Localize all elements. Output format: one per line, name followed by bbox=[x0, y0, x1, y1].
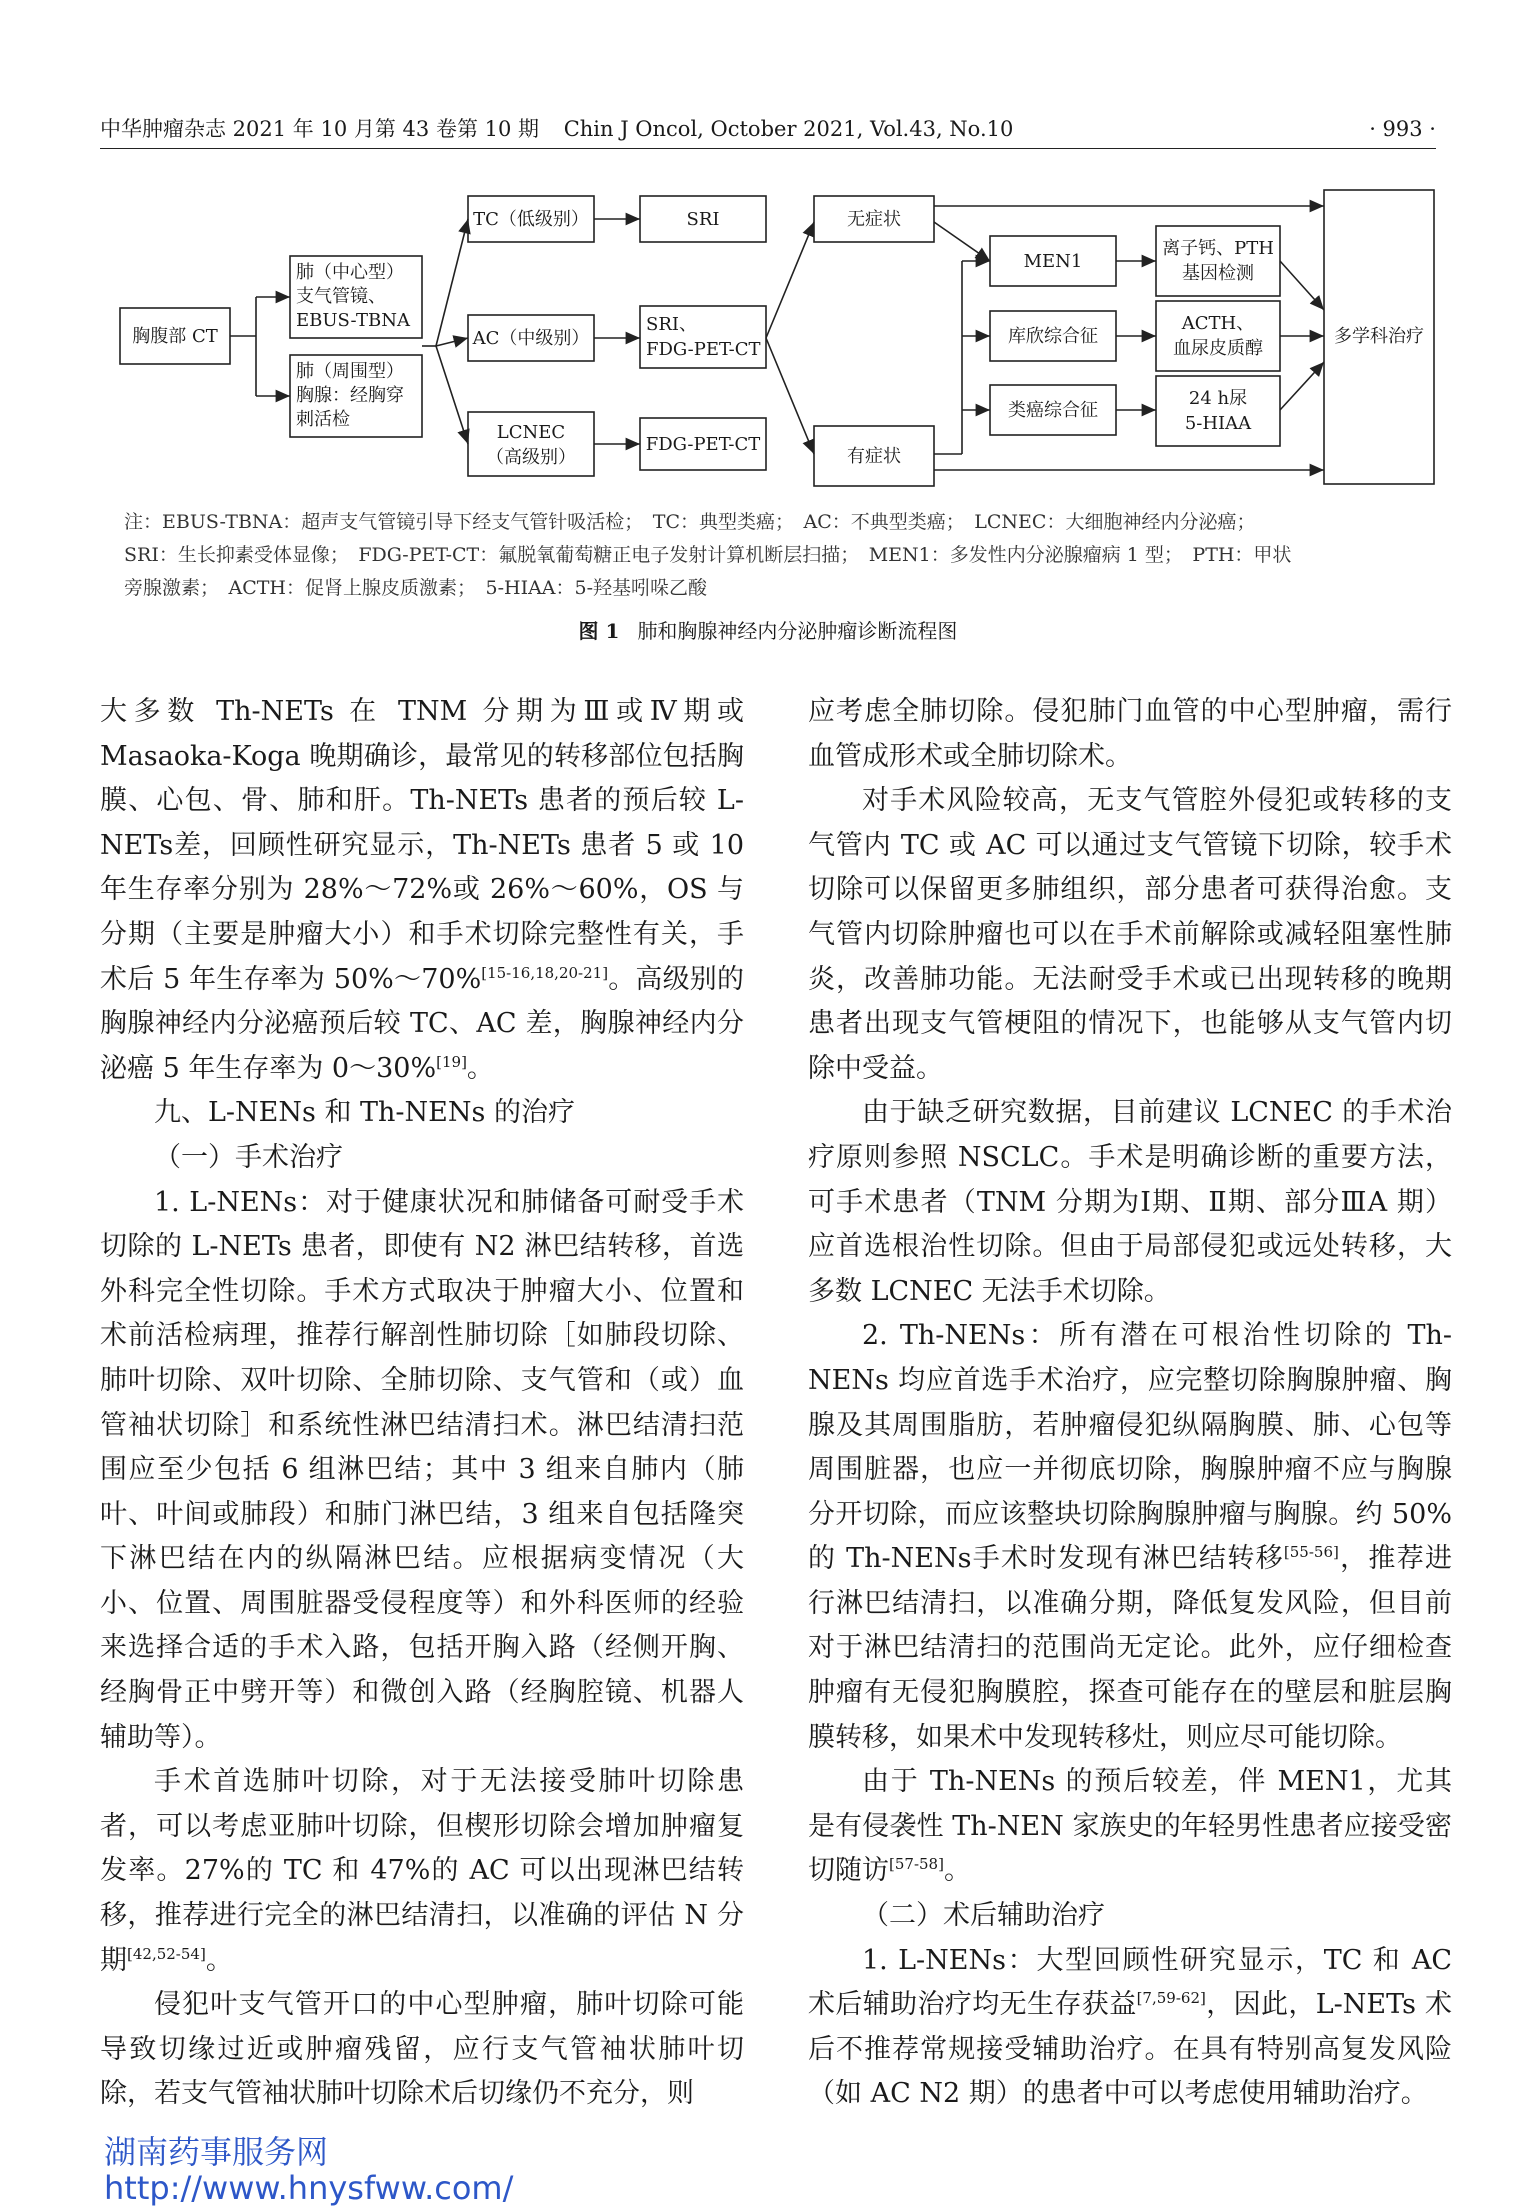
paragraph: 1. L-NENs：对于健康状况和肺储备可耐受手术切除的 L-NETs 患者，即使有 N2 淋巴结转移，首选外科完全性切除。手术方式取决于肿瘤大小、位置和术前活检病理，推荐行解剖性肺切除［如肺段切除、肺叶切除、双叶切除、全肺切除、支气管和（或）血管袖状切除］和系统性淋巴结清扫术。淋巴结清扫范围应至少包括 6 组淋巴结；其中 3 组来自肺内（肺叶、叶间或肺段）和肺门淋巴结，3 组来自包括隆突下淋巴结在内的纵隔淋巴结。应根据病变情况（大小、位置、周围脏器受侵程度等）和外科医师的经验来选择合适的手术入路，包括开胸入路（经侧开胸、经胸骨正中劈开等）和微创入路（经胸腔镜、机器人辅助等）。 bbox=[100, 1186, 744, 1753]
arrow bbox=[436, 219, 468, 346]
label-sri: SRI bbox=[686, 209, 720, 230]
citation: [55-56] bbox=[1283, 1543, 1339, 1562]
paragraph: 1. L-NENs：大型回顾性研究显示，TC 和 AC 术后辅助治疗均无生存获益[7,59-62]，因此，L-NETs 术后不推荐常规接受辅助治疗。在具有特别高复发风险（如 AC N2 期）的患者中可以考虑使用辅助治疗。 bbox=[808, 1944, 1453, 2110]
label-calcium-pth-2: 基因检测 bbox=[1182, 263, 1254, 284]
label-urine-5hiaa-1: 24 h尿 bbox=[1188, 388, 1248, 409]
watermark-name: 湖南药事服务网 bbox=[104, 2133, 329, 2171]
label-lung-central-1: 肺（中心型） bbox=[296, 262, 404, 283]
citation: [7,59-62] bbox=[1136, 1989, 1206, 2008]
label-carcinoid: 类癌综合征 bbox=[1008, 400, 1098, 421]
journal-info bbox=[100, 114, 1031, 144]
paragraph: 由于 Th-NENs 的预后较差，伴 MEN1，尤其是有侵袭性 Th-NEN 家族史的年轻男性患者应接受密切随访[57-58]。 bbox=[808, 1766, 1452, 1887]
subsection-heading: （二）术后辅助治疗 bbox=[862, 1900, 1105, 1932]
label-urine-5hiaa-2: 5-HIAA bbox=[1184, 413, 1252, 434]
watermark bbox=[104, 2134, 513, 2206]
arrow bbox=[436, 338, 468, 346]
left-column bbox=[100, 690, 744, 2117]
arrow bbox=[766, 338, 814, 454]
citation: [42,52-54] bbox=[127, 1944, 206, 1963]
page-number: · 993 · bbox=[1369, 117, 1436, 141]
paragraph: 侵犯叶支气管开口的中心型肿瘤，肺叶切除可能导致切缘过近或肿瘤残留，应行支气管袖状肺叶切除，若支气管袖状肺叶切除术后切缘仍不充分，则 bbox=[100, 1989, 744, 2110]
label-cushing: 库欣综合征 bbox=[1008, 326, 1098, 347]
label-fdg-pet: FDG-PET-CT bbox=[645, 434, 761, 455]
arrow bbox=[436, 346, 468, 444]
journal-name-en: Chin J Oncol, October 2021, Vol.43, No.10 bbox=[563, 117, 1014, 141]
label-asymptomatic: 无症状 bbox=[847, 209, 901, 230]
label-acth-2: 血尿皮质醇 bbox=[1173, 338, 1263, 359]
label-lung-peripheral-1: 肺（周围型） bbox=[296, 361, 404, 382]
label-calcium-pth-1: 离子钙、PTH bbox=[1162, 238, 1274, 259]
label-lung-peripheral-2: 胸腺：经胸穿 bbox=[296, 385, 404, 406]
figure-note-line: SRI：生长抑素受体显像； FDG-PET-CT：氟脱氧葡萄糖正电子发射计算机断层扫描； MEN1：多发性内分泌腺瘤病 1 型； PTH：甲状 bbox=[124, 544, 1292, 566]
paragraph: 手术首选肺叶切除，对于无法接受肺叶切除患者，可以考虑亚肺叶切除，但楔形切除会增加肿瘤复发率。27%的 TC 和 47%的 AC 可以出现淋巴结转移，推荐进行完全的淋巴结清扫，以准确的评估 N 分期[42,52-54]。 bbox=[100, 1766, 744, 1976]
label-symptomatic: 有症状 bbox=[847, 446, 901, 467]
label-lcnec-1: LCNEC bbox=[496, 422, 566, 443]
label-mdt: 多学科治疗 bbox=[1334, 326, 1424, 347]
subsection-heading: （一）手术治疗 bbox=[154, 1141, 343, 1173]
box-urine-5hiaa bbox=[1156, 376, 1280, 446]
arrow bbox=[1280, 362, 1324, 410]
box-acth bbox=[1156, 301, 1280, 371]
section-heading: 九、L-NENs 和 Th-NENs 的治疗 bbox=[154, 1097, 575, 1129]
label-ac: AC（中级别） bbox=[472, 328, 590, 349]
figure-caption-text: 肺和胸腺神经内分泌肿瘤诊断流程图 bbox=[637, 619, 958, 643]
label-lung-central-3: EBUS-TBNA bbox=[296, 310, 410, 331]
paragraph: 大多数 Th-NETs 在 TNM 分期为Ⅲ或Ⅳ期或 Masaoka-Koga 晚期确诊，最常见的转移部位包括胸膜、心包、骨、肺和肝。Th-NETs 患者的预后较 L-NETs差，回顾性研究显示，Th-NETs 患者 5 或 10 年生存率分别为 28%～72%或 26%～60%，OS 与分期（主要是肿瘤大小）和手术切除完整性有关，手术后 5 年生存率为 50%～70%[15-16,18,20-21]。高级别的胸腺神经内分泌癌预后较 TC、AC 差，胸腺神经内分泌癌 5 年生存率为 0～30%[19]。 bbox=[100, 696, 744, 1084]
label-lung-central-2: 支气管镜、 bbox=[296, 286, 386, 307]
figure-notes bbox=[124, 506, 1414, 605]
label-sri-pet-1: SRI、 bbox=[646, 314, 697, 335]
label-lcnec-2: （高级别） bbox=[486, 447, 576, 468]
figure-note-line: 注：EBUS-TBNA：超声支气管镜引导下经支气管针吸活检； TC：典型类癌； AC：不典型类癌； LCNEC：大细胞神经内分泌癌； bbox=[124, 511, 1256, 533]
arrow bbox=[934, 222, 990, 261]
paragraph: 由于缺乏研究数据，目前建议 LCNEC 的手术治疗原则参照 NSCLC。手术是明确诊断的重要方法，可手术患者（TNM 分期为Ⅰ期、Ⅱ期、部分ⅢA 期）应首选根治性切除。但由于局部侵犯或远处转移，大多数 LCNEC 无法手术切除。 bbox=[808, 1097, 1452, 1307]
diagnosis-flowchart bbox=[100, 180, 1436, 510]
citation: [57-58] bbox=[889, 1855, 944, 1874]
paragraph: 对手术风险较高，无支气管腔外侵犯或转移的支气管内 TC 或 AC 可以通过支气管镜下切除，较手术切除可以保留更多肺组织，部分患者可获得治愈。支气管内切除肿瘤也可以在手术前解除或减轻阻塞性肺炎，改善肺功能。无法耐受手术或已出现转移的晚期患者出现支气管梗阻的情况下，也能够从支气管内切除中受益。 bbox=[808, 785, 1452, 1084]
figure-note-line: 旁腺激素； ACTH：促肾上腺皮质激素； 5-HIAA：5-羟基吲哚乙酸 bbox=[124, 577, 708, 599]
label-tc: TC（低级别） bbox=[473, 209, 589, 230]
paragraph: 应考虑全肺切除。侵犯肺门血管的中心型肿瘤，需行血管成形术或全肺切除术。 bbox=[808, 696, 1452, 772]
running-header bbox=[100, 112, 1436, 149]
arrow bbox=[766, 222, 814, 338]
citation: [19] bbox=[436, 1052, 467, 1071]
label-men1: MEN1 bbox=[1023, 251, 1083, 272]
box-calcium-pth bbox=[1156, 226, 1280, 296]
label-start-ct: 胸腹部 CT bbox=[132, 326, 218, 347]
arrow bbox=[1280, 261, 1324, 310]
figure-label: 图 1 bbox=[578, 619, 620, 643]
label-acth-1: ACTH、 bbox=[1181, 313, 1255, 334]
label-sri-pet-2: FDG-PET-CT bbox=[646, 339, 761, 360]
figure-caption bbox=[0, 616, 1536, 646]
watermark-url: http://www.hnysfww.com/ bbox=[104, 2169, 514, 2207]
citation: [15-16,18,20-21] bbox=[481, 963, 609, 982]
label-lung-peripheral-3: 刺活检 bbox=[296, 409, 350, 430]
paragraph: 2. Th-NENs：所有潜在可根治性切除的 Th-NENs 均应首选手术治疗，应完整切除胸腺肿瘤、胸腺及其周围脂肪，若肿瘤侵犯纵隔胸膜、肺、心包等周围脏器，也应一并彻底切除，胸腺肿瘤不应与胸腺分开切除，而应该整块切除胸腺肿瘤与胸腺。约 50%的 Th-NENs手术时发现有淋巴结转移[55-56]，推荐进行淋巴结清扫，以准确分期，降低复发风险，但目前对于淋巴结清扫的范围尚无定论。此外，应仔细检查肿瘤有无侵犯胸膜腔，探查可能存在的壁层和脏层胸膜转移，如果术中发现转移灶，则应尽可能切除。 bbox=[808, 1320, 1452, 1753]
right-column bbox=[808, 690, 1452, 2117]
journal-name-cn: 中华肿瘤杂志 2021 年 10 月第 43 卷第 10 期 bbox=[100, 117, 540, 141]
